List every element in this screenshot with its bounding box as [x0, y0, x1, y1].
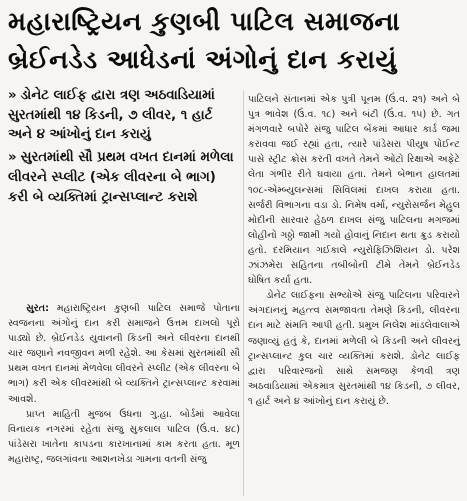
left-paragraph-1 — [8, 301, 240, 407]
highlight-2 — [8, 148, 238, 207]
dateline: સુરત: — [26, 303, 49, 314]
highlight-text: ડોનેટ લાઈફ દ્વારા ત્રણ અઠવાડિયામાં સુરતમાંથી ૧૪ કિડની, ૭ લીવર, ૧ હાર્ટ અને ૪ આંખોનું દાન કરાયું — [8, 88, 215, 143]
headline — [8, 4, 460, 80]
column-divider — [243, 90, 244, 496]
right-article-body — [248, 92, 460, 409]
right-paragraph-1: પાટિલને સંતાનમાં એક પુત્રી પૂનમ (ઉં.વ. ૨૧) અને બે પુત્ર ભાવેશ (ઉં.વ. ૧૮) અને બંટી (ઉં.વ. ૧૫) છે. ગત મંગળવારે બપોરે સંજુ પાટિલ બેંકમાં આધાર કાર્ડ જમા કરાવવા જઈ રહ્યાં હતા, ત્યારે પાંડેસરા પીયુષ પોઈન્ટ પાસે સ્ટ્રીટ ક્રોસ કરતી વખતે તેમને ઓટો રિક્ષાએ અફેટે લેતા ગંભીર રીતે ઘવાયા હતા. તેમને બેભાન હાલતમાં ૧૦૮-એમ્બ્યુલન્સમાં સિવિલમાં દાખલ કરાયા હતા. સર્જરી વિભાગના વડા ડો. નિમેષ વર્મા, ન્યુરોસર્જન મેહુલ મોદીની સારવાર હેઠળ દાખલ સંજુ પાટિલના મગજમાં લોહીનો ગઠ્ઠો જામી ગયો હોવાનું નિદાન થતા ક્રુડ કરાયો હતો. દરમિયાન ગઈકાલે ન્યુરોફિઝિશિયન ડો. પરેશ ઝાંઝમેરા સહિતના તબીબોની ટીમે તેમને બ્રેઈનડેડ ઘોષિત કર્યા હતા. — [248, 94, 460, 287]
headline-line-2: બ્રેઈનડેડ આધેડનાં અંગોનું દાન કરાયું — [8, 45, 397, 75]
left-article-body — [8, 301, 240, 467]
bullet-marker: » — [8, 150, 17, 166]
highlight-text: સુરતમાંથી સૌ પ્રથમ વખત દાનમાં મળેલા લીવરને સ્પ્લીટ (એક લીવરના બે ભાગ) કરી બે વ્યક્તિમાં ટ્રાન્સપ્લાન્ટ કરાશે — [8, 150, 234, 205]
left-paragraph-2: પ્રાપ્ત માહિતી મુજબ ઉધના ગુ.હા. બોર્ડમાં આવેલા વિનાયક નગરમાં રહેતા સંજુ સુકલાલ પાટિલ (ઉં.વ. ૪૮) પાંડેસરા ખાતેના કાપડના કારખાનામાં કામ કરતા હતા. મૂળ મહારાષ્ટ્ર, જલગાંવના આશનખેડા ગામના વતની સંજુ — [8, 408, 240, 465]
highlight-1 — [8, 86, 238, 145]
headline-line-1: મહારાષ્ટ્રિયન કુણબી પાટિલ સમાજના — [8, 7, 401, 37]
right-paragraph-2: ડોનેટ લાઈફના સભ્યોએ સંજુ પાટિલના પરિવારને અંગદાનનું મહત્ત્વ સમજાવતા તેમણે કિડની, લીવરના દાન માટે સંમતિ આપી હતી. પ્રમુખ નિલેશ માંડલેવાલાએ જણાવ્યું હતું કે, દાનમાં મળેલી બે કિડની અને લીવરનું ટ્રાન્સપ્લાન્ટ કુલ ચાર વ્યક્તિમાં કરાશે. ડોનેટ લાઈફ દ્વારા પરિવારજનો સાથે સમજણ કેળવી ત્રણ અઠવાડિયામાં એકમાત્ર સુરતમાંથી ૧૪ કિડની, ૭ લીવર, ૧ હાર્ટ અને ૪ આંખોનું દાન કરાયું છે. — [248, 290, 460, 407]
paragraph-text: મહારાષ્ટ્રિયન કુણબી પાટિલ સમાજે પોતાના સ્વજનના અંગોનું દાન કરી સમાજને ઉત્તમ દાખલો પૂરો પાડ્યો છે. બ્રેઈનડેડ યુવાનની કિડની અને લીવરના દાનથી ચાર જણાને નવજીવન મળી રહેશે. આ કેસમાં સુરતમાંથી સૌ પ્રથમ વખત દાનમાં મેળવેલા લીવરને સ્પ્લીટ (એક લીવરના બે ભાગ) કરી એક લીવરમાંથી બે વ્યક્તિને ટ્રાન્સપ્લાન્ટ કરવામાં આવશે. — [8, 303, 240, 405]
bullet-marker: » — [8, 88, 17, 103]
highlights — [8, 86, 238, 210]
